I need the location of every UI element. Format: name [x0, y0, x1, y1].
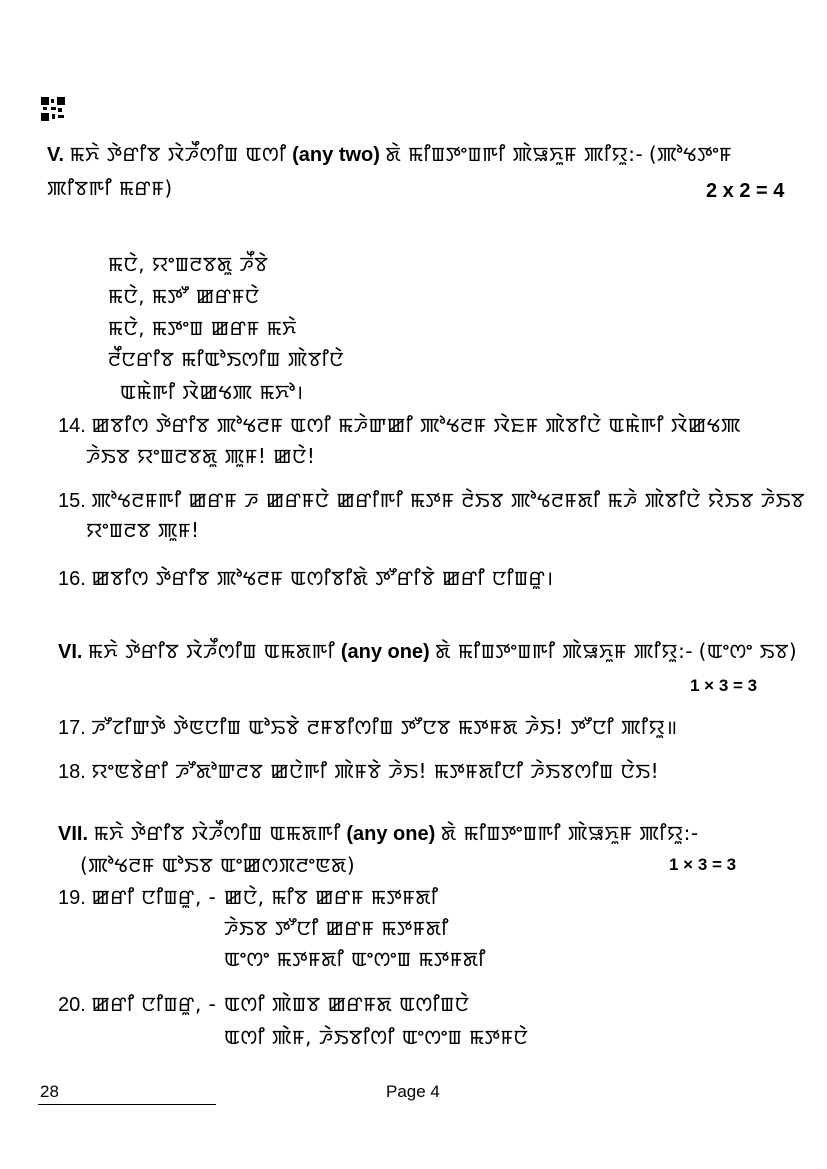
question-20	[58, 991, 216, 1018]
passage-line-4: ꯂꯩꯅꯔꯤꯕ ꯃꯤꯑꯣꯏꯁꯤꯡ ꯄꯥꯕꯤꯅꯥ	[108, 347, 344, 371]
section-vii-heading	[58, 820, 699, 847]
section-vii-text-b: ꯗꯥ ꯃꯤꯡꯇꯦꯡꯒꯤ ꯄꯥꯎꯈꯨꯝ ꯄꯤꯌꯨ:-	[440, 821, 699, 845]
section-v-text-b: ꯗꯥ ꯃꯤꯡꯇꯦꯡꯒꯤ ꯄꯥꯎꯈꯨꯝ ꯄꯤꯌꯨ:-	[385, 142, 644, 166]
question-18	[58, 758, 659, 785]
question-20-line-2: ꯑꯁꯤ ꯄꯥꯝ, ꯍꯥꯏꯕꯤꯁꯤ ꯑꯦꯁꯦꯡ ꯃꯇꯝꯅꯥ	[224, 1025, 529, 1049]
section-vii-numeral: VII.	[58, 823, 89, 845]
question-number: 20.	[58, 994, 86, 1016]
question-15	[58, 487, 805, 514]
passage-line-5: ꯑꯃꯥꯒꯤ ꯋꯥꯀꯠꯄ ꯃꯈꯣ।	[120, 380, 304, 404]
question-16	[58, 564, 554, 592]
passage-line-2: ꯃꯅꯥ, ꯃꯇꯧ ꯀꯔꯝꯅꯥ	[108, 284, 260, 308]
section-v-line2: ꯄꯤꯕꯒꯤ ꯃꯔꯝ)	[47, 176, 173, 200]
section-v-any: (any two)	[292, 144, 380, 166]
page-number: 28	[40, 1082, 59, 1101]
question-number: 15.	[58, 490, 86, 512]
question-text: ꯄꯣꯠꯂꯝꯒꯤ ꯀꯔꯝ ꯍ ꯀꯔꯝꯅꯥ ꯀꯔꯤꯒꯤ ꯃꯇꯝ ꯂꯥꯏꯕ ꯄꯣꯠꯂꯝꯗꯤ ꯃꯍꯥ ꯄꯥꯕꯤꯅꯥ ꯌꯥꯏꯕ ꯍꯥꯏꯕ	[91, 488, 805, 512]
question-text: ꯍꯧꯖꯤꯛꯇꯥ ꯇꯥꯟꯅꯤꯡ ꯑꯣꯢꯕꯥ ꯂꯝꯕꯤꯁꯤꯡ ꯇꯧꯅꯕ ꯃꯇꯝꯗ ꯍꯥꯏ! ꯇꯧꯅꯤ ꯄꯤꯌꯨ॥	[91, 715, 678, 739]
section-v-text-a: ꯃꯈꯥ ꯇꯥꯔꯤꯕ ꯋꯥꯍꯩꯁꯤꯡ ꯑꯁꯤ	[69, 142, 287, 166]
question-number: 17.	[58, 717, 86, 739]
question-text: ꯀꯕꯤꯁ ꯇꯥꯔꯤꯕ ꯄꯣꯠꯂꯝ ꯑꯁꯤꯕꯤꯗꯥ ꯇꯧꯔꯤꯕꯥ ꯀꯔꯤ ꯅꯤꯡꯔꯨ।	[91, 566, 554, 590]
question-19	[58, 884, 216, 911]
question-lead: ꯀꯔꯤ ꯅꯤꯡꯔꯨ, -	[91, 885, 217, 909]
section-vi-marks: 1 × 3 = 3	[690, 676, 758, 695]
question-14-line-2: ꯍꯥꯏꯕ ꯌꯦꯡꯂꯕꯗꯨ ꯄꯨꯝ! ꯀꯅꯥ!	[86, 444, 316, 468]
section-vi-numeral: VI.	[58, 641, 83, 663]
passage-line-3: ꯃꯅꯥ, ꯃꯇꯦꯡ ꯀꯔꯝ ꯃꯈꯥ	[108, 316, 297, 340]
section-vi-heading	[58, 638, 797, 665]
question-15-line-2: ꯌꯦꯡꯂꯕ ꯄꯨꯝ!	[86, 518, 200, 542]
section-vi-text-c: (ꯑꯦꯁꯦ ꯏꯕ)	[698, 639, 798, 663]
question-text: ꯌꯦꯟꯕꯥꯔꯤ ꯍꯧꯗꯣꯛꯂꯕ ꯀꯅꯥꯒꯤ ꯄꯥꯝꯕꯥ ꯍꯥꯏ! ꯃꯇꯝꯗꯤꯅꯤ ꯍꯥꯏꯕꯁꯤꯡ ꯅꯥꯏ!	[91, 759, 660, 783]
section-vii-line2: (ꯄꯣꯠꯂꯝ ꯑꯣꯏꯕ ꯑꯦꯀꯁꯞꯂꯦꯟꯗ)	[80, 853, 356, 877]
section-v-text-c: (ꯄꯣꯠꯇꯦꯝ	[648, 142, 733, 166]
question-14	[58, 412, 741, 439]
question-number: 18.	[58, 761, 86, 783]
section-vi-text-b: ꯗꯥ ꯃꯤꯡꯇꯦꯡꯒꯤ ꯄꯥꯎꯈꯨꯝ ꯄꯤꯌꯨ:-	[435, 639, 694, 663]
footer-divider	[38, 1104, 216, 1105]
page-label: Page 4	[386, 1082, 440, 1101]
question-20-line-1: ꯑꯁꯤ ꯄꯥꯡꯕ ꯀꯔꯝꯗ ꯑꯁꯤꯡꯅꯥ	[224, 992, 470, 1016]
question-number: 16.	[58, 568, 86, 590]
section-vi-text-a: ꯃꯈꯥ ꯇꯥꯔꯤꯕ ꯋꯥꯍꯩꯁꯤꯡ ꯑꯃꯗꯒꯤ	[88, 639, 336, 663]
question-lead: ꯀꯔꯤ ꯅꯤꯡꯔꯨ, -	[91, 992, 217, 1016]
section-vii-marks: 1 × 3 = 3	[669, 855, 737, 874]
question-17	[58, 713, 678, 741]
section-v-marks: 2 x 2 = 4	[706, 180, 785, 202]
section-vii-text-a: ꯃꯈꯥ ꯇꯥꯔꯤꯕ ꯋꯥꯍꯩꯁꯤꯡ ꯑꯃꯗꯒꯤ	[93, 821, 341, 845]
question-number: 19.	[58, 887, 86, 909]
question-19-line-2: ꯍꯥꯏꯕ ꯇꯧꯅꯤ ꯀꯔꯝ ꯃꯇꯝꯗꯤ	[224, 916, 449, 940]
section-v-numeral: V.	[47, 144, 65, 166]
question-19-line-1: ꯀꯅꯥ, ꯃꯤꯕ ꯀꯔꯝ ꯃꯇꯝꯗꯤ	[224, 885, 439, 909]
section-v-heading	[47, 141, 732, 168]
qr-code-icon	[41, 97, 65, 121]
passage-line-1: ꯃꯅꯥ, ꯌꯦꯡꯂꯕꯗꯨ ꯍꯩꯕꯥ	[108, 252, 269, 276]
question-number: 14.	[58, 415, 86, 437]
question-19-line-3: ꯑꯦꯁꯦ ꯃꯇꯝꯗꯤ ꯑꯦꯁꯦꯡ ꯃꯇꯝꯗꯤ	[224, 947, 486, 971]
question-text: ꯀꯕꯤꯁ ꯇꯥꯔꯤꯕ ꯄꯣꯠꯂꯝ ꯑꯁꯤ ꯃꯍꯥꯛꯀꯤ ꯄꯣꯠꯂꯝ ꯋꯥꯐꯝ ꯄꯥꯕꯤꯅꯥ ꯑꯃꯥꯒꯤ ꯋꯥꯀꯠꯄ	[91, 413, 742, 437]
section-vii-any: (any one)	[346, 823, 436, 845]
section-vi-any: (any one)	[340, 641, 430, 663]
